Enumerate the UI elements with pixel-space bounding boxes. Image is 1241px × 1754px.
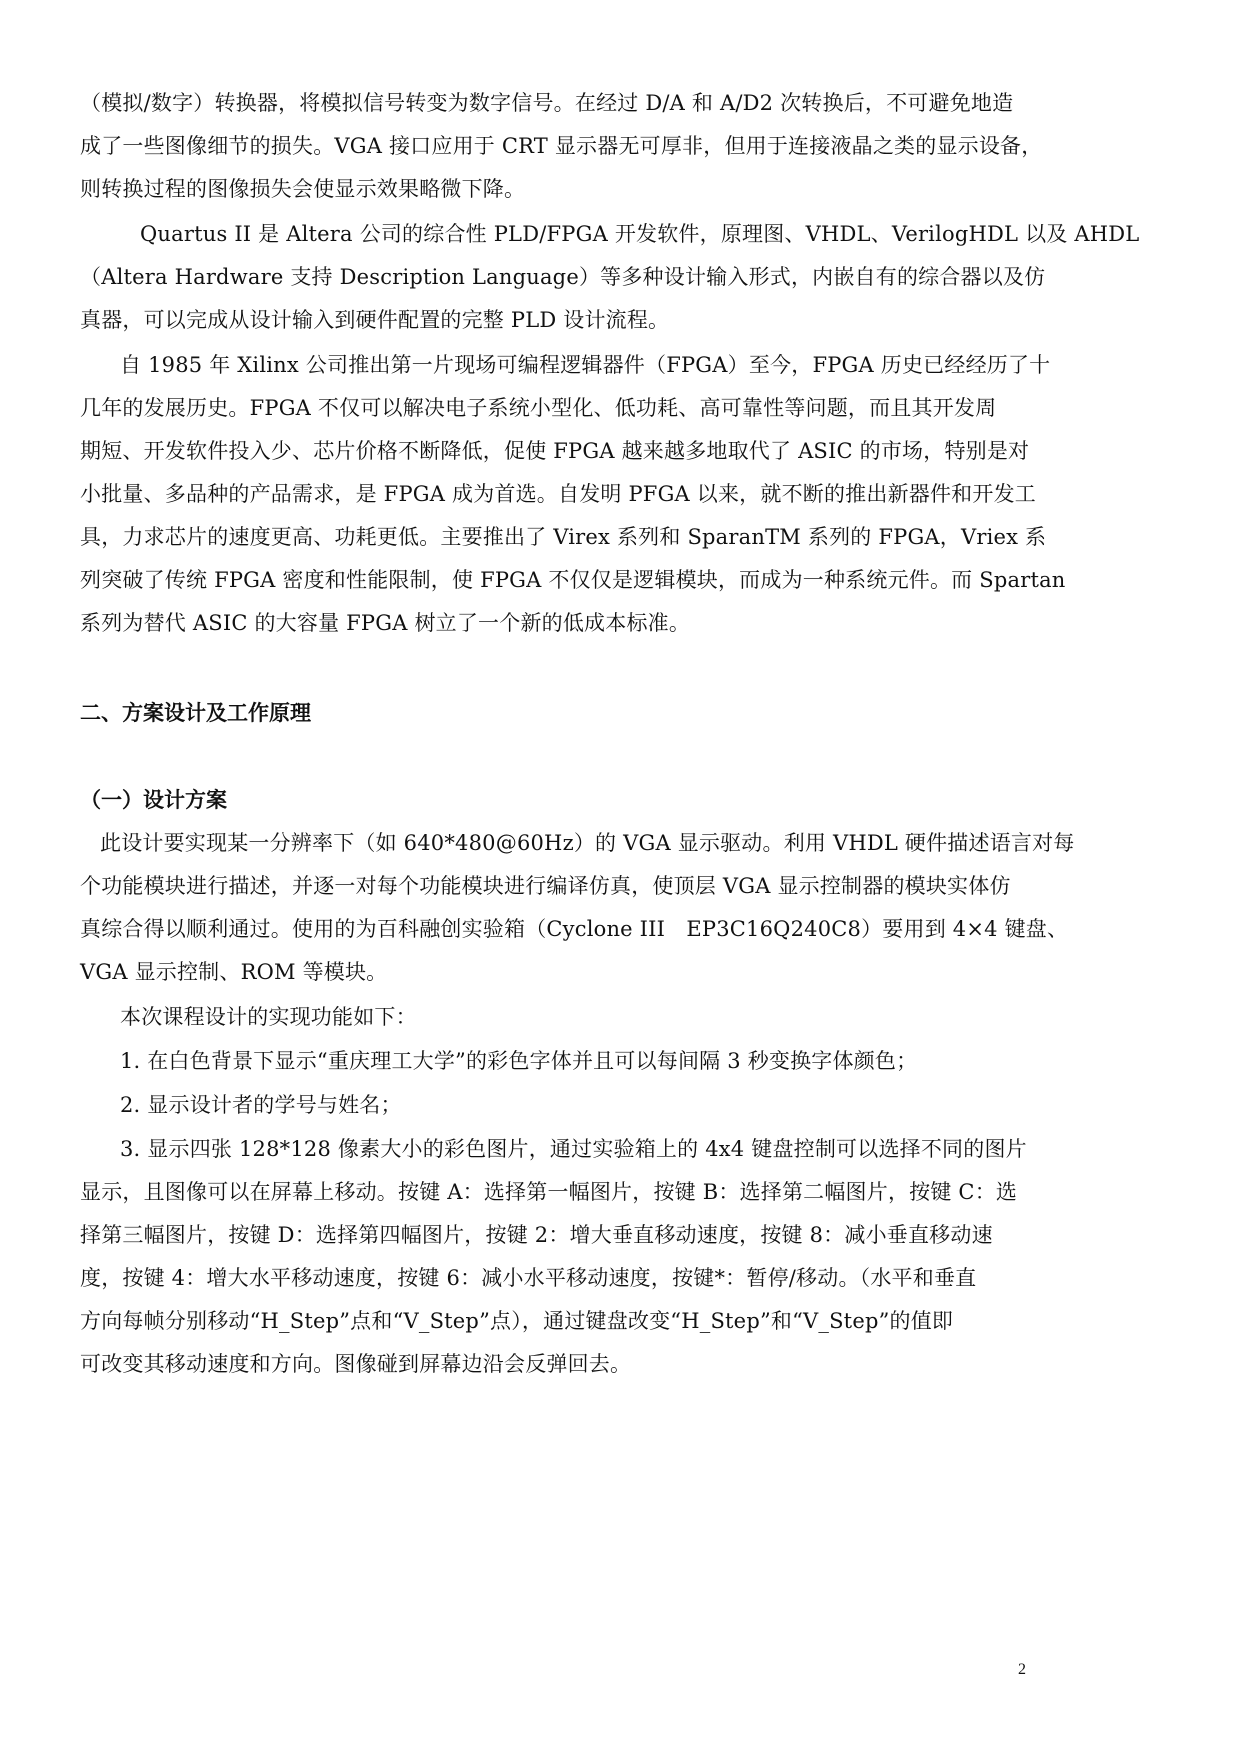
paragraph-line: 具，力求芯片的速度更高、功耗更低。主要推出了 Virex 系列和 SparanTM 系列的 FPGA，Vriex 系 [80,525,1047,549]
paragraph-line: Quartus II 是 Altera 公司的综合性 PLD/FPGA 开发软件，原理图、VHDL、VerilogHDL 以及 AHDL [140,222,1140,246]
paragraph-line: 度，按键 4：增大水平移动速度，按键 6：减小水平移动速度，按键*：暂停/移动。（水平和垂直 [80,1266,977,1290]
list-item: 1. 在白色背景下显示“重庆理工大学”的彩色字体并且可以每间隔 3 秒变换字体颜色； [120,1049,918,1073]
paragraph-line: 显示，且图像可以在屏幕上移动。按键 A：选择第一幅图片，按键 B：选择第二幅图片，按键 C：选 [80,1180,1018,1204]
paragraph-line: 择第三幅图片，按键 D：选择第四幅图片，按键 2：增大垂直移动速度，按键 8：减小垂直移动速 [80,1223,993,1247]
paragraph-line: 成了一些图像细节的损失。VGA 接口应用于 CRT 显示器无可厚非，但用于连接液晶之类的显示设备， [80,134,1043,158]
paragraph-line: 系列为替代 ASIC 的大容量 FPGA 树立了一个新的低成本标准。 [80,611,691,635]
paragraph-line: VGA 显示控制、ROM 等模块。 [80,960,388,984]
paragraph-line: 方向每帧分别移动“H_Step”点和“V_Step”点），通过键盘改变“H_Step”和“V_Step”的值即 [80,1309,954,1333]
paragraph-line: 则转换过程的图像损失会使显示效果略微下降。 [80,177,526,201]
paragraph-line: （模拟/数字）转换器，将模拟信号转变为数字信号。在经过 D/A 和 A/D2 次转换后，不可避免地造 [80,91,1014,115]
paragraph-line: 个功能模块进行描述，并逐一对每个功能模块进行编译仿真，使顶层 VGA 显示控制器的模块实体仿 [80,874,1011,898]
paragraph-line: 可改变其移动速度和方向。图像碰到屏幕边沿会反弹回去。 [80,1352,632,1376]
paragraph-line: 真综合得以顺利通过。使用的为百科融创实验箱（Cyclone III EP3C16Q240C8）要用到 4×4 键盘、 [80,917,1069,941]
paragraph-line: 真器，可以完成从设计输入到硬件配置的完整 PLD 设计流程。 [80,308,670,332]
paragraph-line: 此设计要实现某一分辨率下（如 640*480@60Hz）的 VGA 显示驱动。利用 VHDL 硬件描述语言对每 [100,831,1075,855]
page-number: 2 [1018,1661,1026,1678]
paragraph-line: 列突破了传统 FPGA 密度和性能限制，使 FPGA 不仅仅是逻辑模块，而成为一种系统元件。而 Spartan [80,568,1066,592]
paragraph-line: 本次课程设计的实现功能如下： [120,1005,417,1029]
list-item: 2. 显示设计者的学号与姓名； [120,1093,402,1117]
paragraph-line: 期短、开发软件投入少、芯片价格不断降低，促使 FPGA 越来越多地取代了 ASIC 的市场，特别是对 [80,439,1030,463]
paragraph-line: 自 1985 年 Xilinx 公司推出第一片现场可编程逻辑器件（FPGA）至今，FPGA 历史已经经历了十 [120,353,1051,377]
section-heading: 二、方案设计及工作原理 [80,701,311,725]
paragraph-line: （Altera Hardware 支持 Description Language）等多种设计输入形式，内嵌自有的综合器以及仿 [80,265,1046,289]
paragraph-line: 小批量、多品种的产品需求，是 FPGA 成为首选。自发明 PFGA 以来，就不断的推出新器件和开发工 [80,482,1036,506]
paragraph-line: 几年的发展历史。FPGA 不仅可以解决电子系统小型化、低功耗、高可靠性等问题，而且其开发周 [80,396,997,420]
list-item: 3. 显示四张 128*128 像素大小的彩色图片，通过实验箱上的 4x4 键盘控制可以选择不同的图片 [120,1137,1027,1161]
subsection-heading: （一）设计方案 [80,788,227,812]
